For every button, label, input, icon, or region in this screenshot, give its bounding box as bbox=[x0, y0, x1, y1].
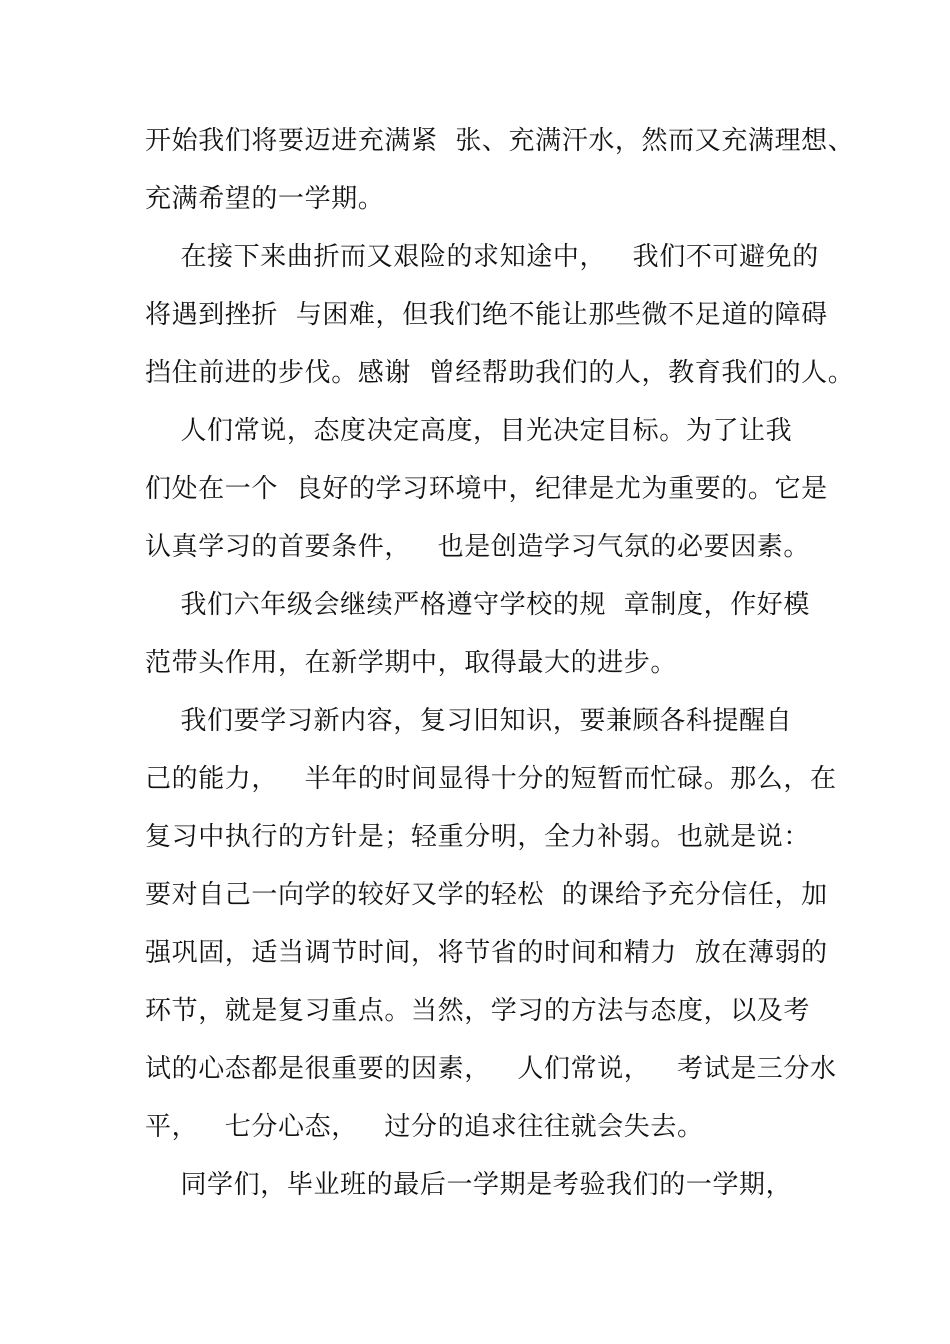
text-line: 人们常说，态度决定高度，目光决定目标。为了让我 bbox=[145, 416, 793, 446]
text-line: 充满希望的一学期。 bbox=[145, 184, 385, 214]
text-line: 们处在一个 良好的学习环境中，纪律是尤为重要的。它是 bbox=[145, 474, 828, 504]
text-line: 挡住前进的步伐。感谢 曾经帮助我们的人，教育我们的人。 bbox=[145, 358, 855, 388]
text-line: 平， 七分心态， 过分的追求往往就会失去。 bbox=[145, 1112, 704, 1142]
text-line: 要对自己一向学的较好又学的轻松 的课给予充分信任，加 bbox=[145, 880, 828, 910]
text-line: 强巩固，适当调节时间，将节省的时间和精力 放在薄弱的 bbox=[145, 938, 828, 968]
text-line: 试的心态都是很重要的因素， 人们常说， 考试是三分水 bbox=[145, 1054, 837, 1084]
text-line: 认真学习的首要条件， 也是创造学习气氛的必要因素。 bbox=[145, 532, 810, 562]
text-line: 复习中执行的方针是；轻重分明，全力补弱。也就是说： bbox=[145, 822, 811, 852]
text-line: 环节，就是复习重点。当然，学习的方法与态度，以及考 bbox=[145, 996, 811, 1026]
text-line: 范带头作用，在新学期中，取得最大的进步。 bbox=[145, 648, 678, 678]
text-line: 将遇到挫折 与困难，但我们绝不能让那些微不足道的障碍 bbox=[145, 300, 828, 330]
text-line: 在接下来曲折而又艰险的求知途中， 我们不可避免的 bbox=[145, 242, 819, 272]
text-line: 己的能力， 半年的时间显得十分的短暂而忙碌。那么，在 bbox=[145, 764, 837, 794]
text-line: 我们六年级会继续严格遵守学校的规 章制度，作好模 bbox=[145, 590, 810, 620]
text-line: 同学们，毕业班的最后一学期是考验我们的一学期， bbox=[145, 1170, 793, 1200]
text-line: 我们要学习新内容，复习旧知识，要兼顾各科提醒自 bbox=[145, 706, 793, 736]
text-line: 开始我们将要迈进充满紧 张、充满汗水，然而又充满理想、 bbox=[145, 126, 855, 156]
